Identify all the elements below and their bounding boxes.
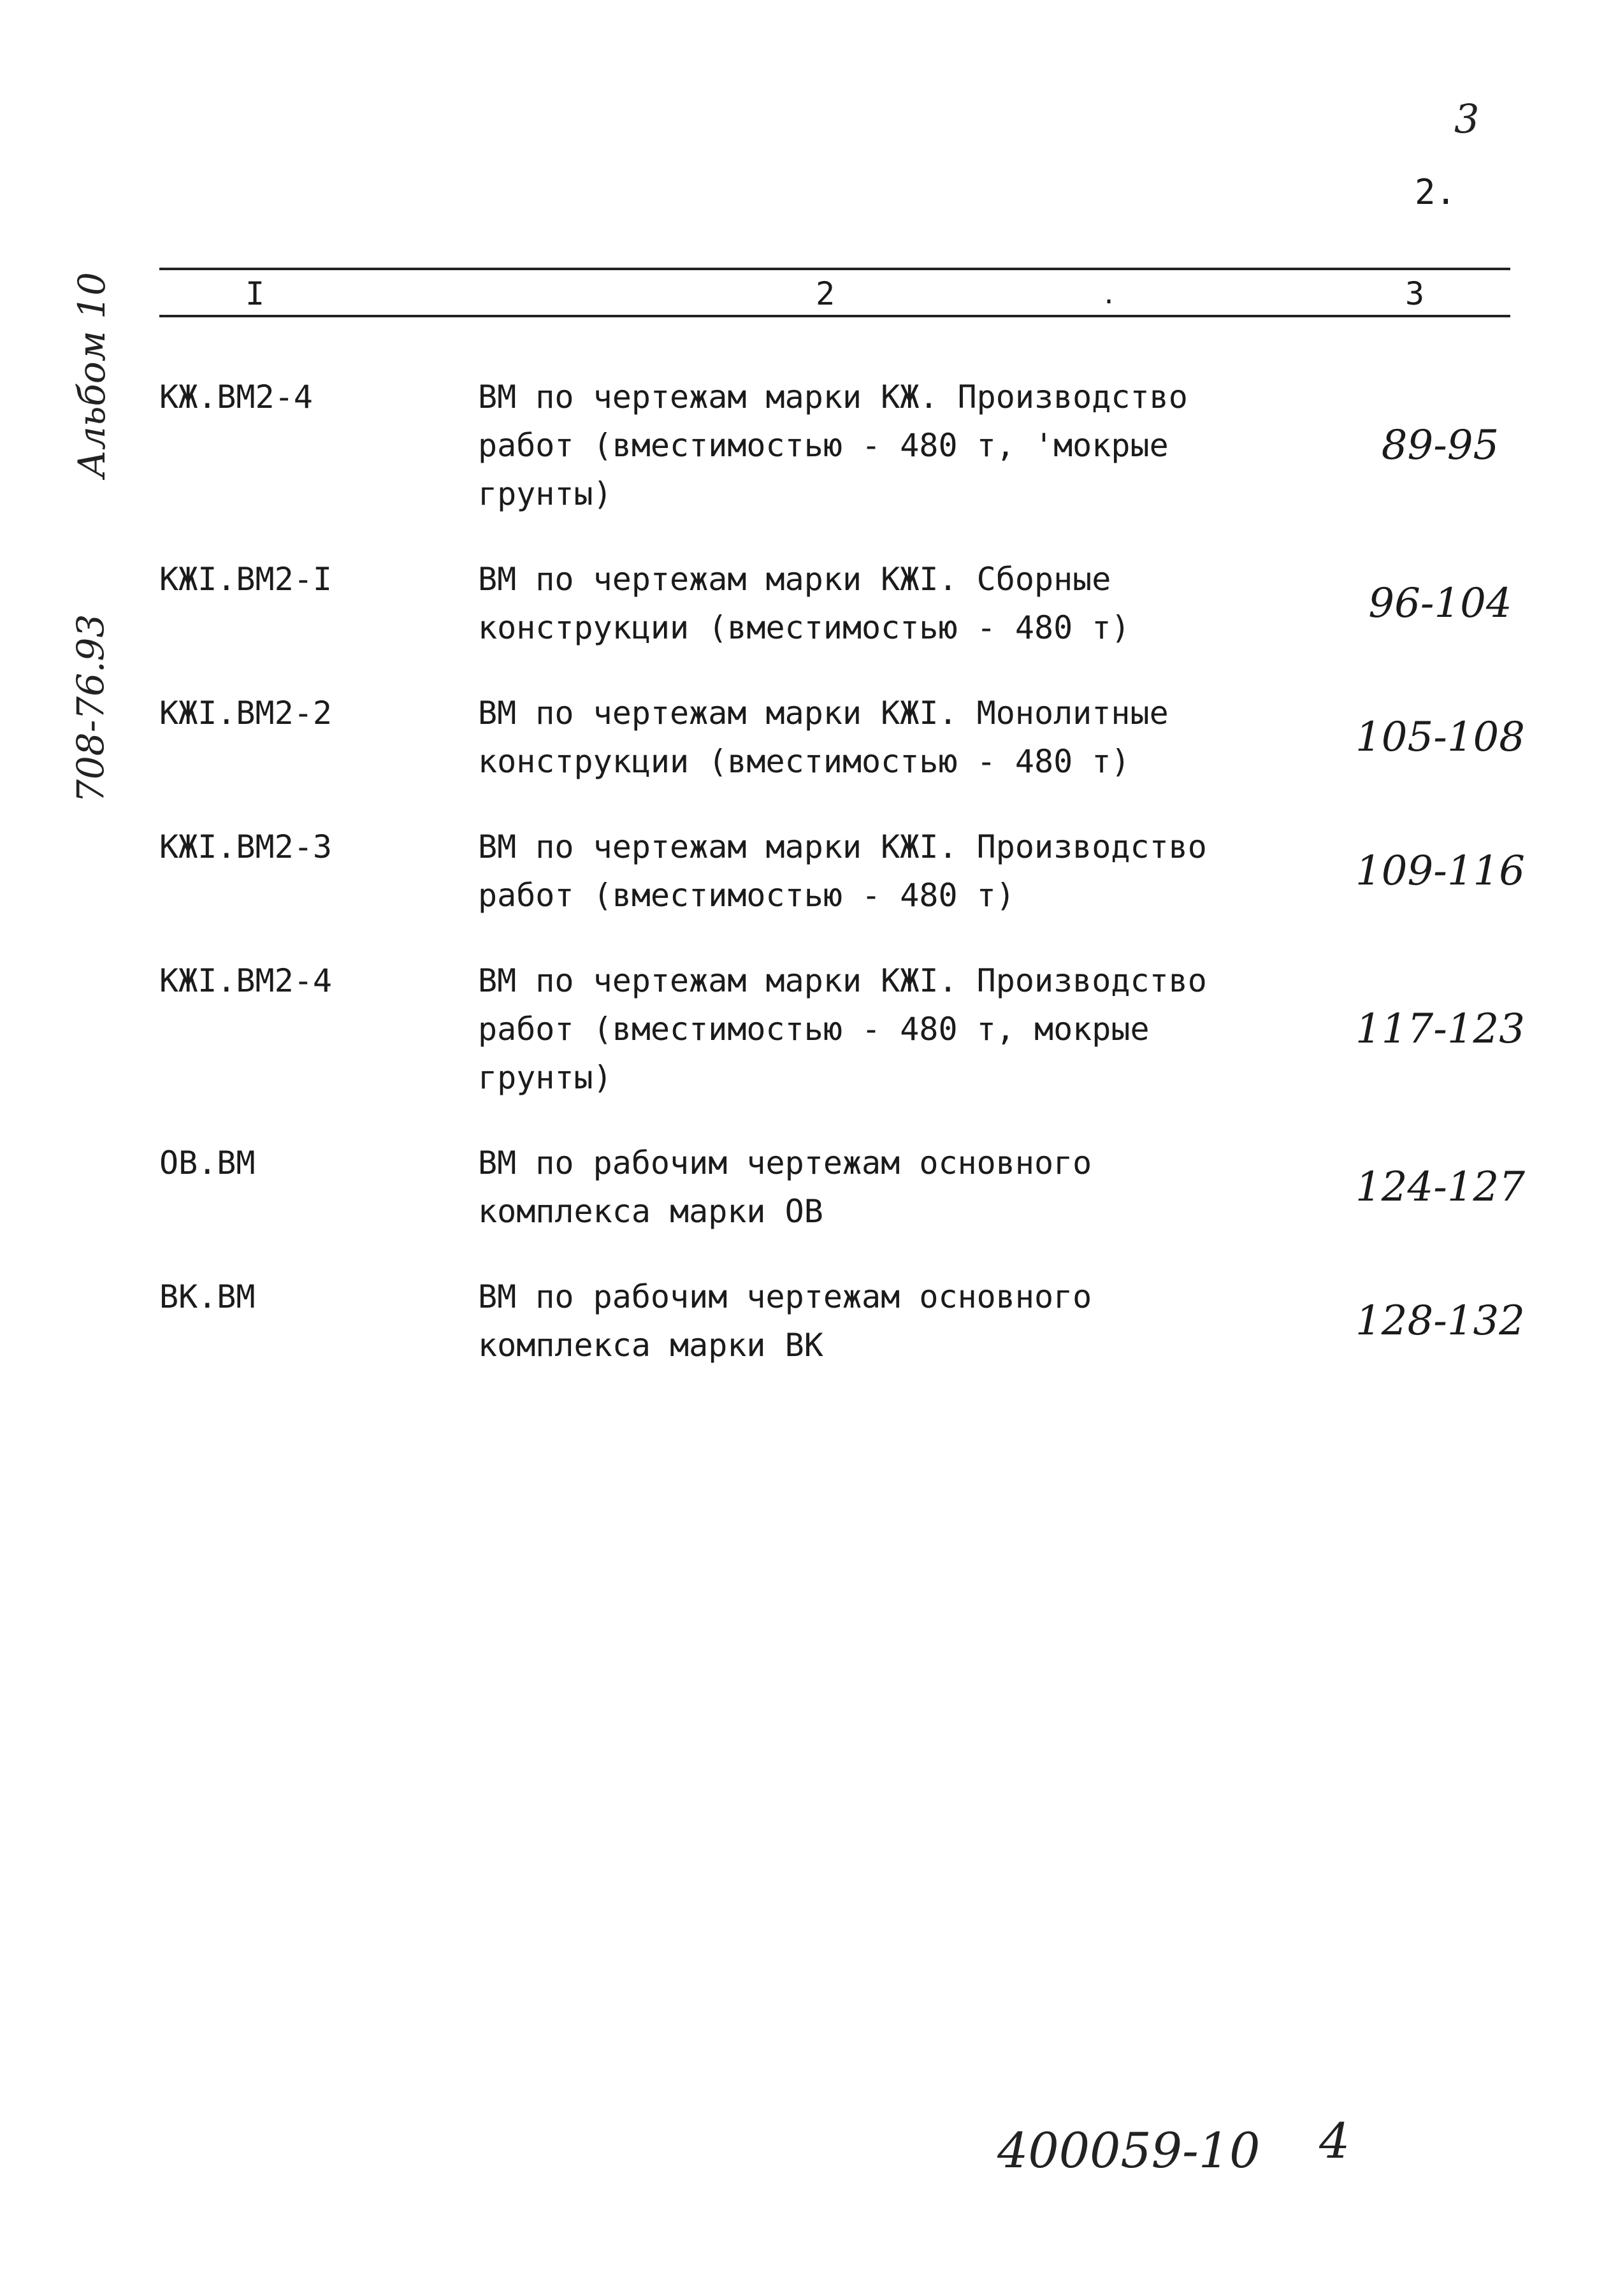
row-pages: 124-127: [1355, 1164, 1525, 1211]
table-row: [159, 957, 1549, 1102]
table-row: [159, 823, 1549, 920]
header-mark: .: [1101, 280, 1117, 310]
description-line: ВМ по чертежам марки КЖI. Сборные: [478, 561, 1111, 598]
description-line: грунты): [478, 475, 612, 512]
column-header-3: 3: [1405, 275, 1425, 312]
document-stamp-code: 400059-10: [997, 2122, 1260, 2179]
description-line: работ (вместимостью - 480 т): [478, 877, 1015, 914]
description-line: ВМ по рабочим чертежам основного: [478, 1144, 1092, 1181]
row-code: КЖI.ВМ2-4: [159, 962, 332, 999]
document-stamp-sheet: 4: [1319, 2112, 1350, 2169]
page-number: 2.: [1415, 172, 1457, 212]
row-code: КЖI.ВМ2-3: [159, 828, 332, 865]
row-description: [478, 373, 1345, 518]
row-pages: 109-116: [1355, 848, 1525, 895]
description-line: ВМ по чертежам марки КЖI. Производство: [478, 962, 1207, 999]
row-pages: 96-104: [1368, 580, 1512, 627]
description-line: комплекса марки ОВ: [478, 1193, 823, 1230]
description-line: ВМ по чертежам марки КЖI. Монолитные: [478, 695, 1169, 732]
column-header-1: I: [245, 275, 265, 312]
table-top-rule: [159, 268, 1510, 270]
description-line: ВМ по рабочим чертежам основного: [478, 1278, 1092, 1315]
table-row: [159, 1273, 1549, 1369]
description-line: работ (вместимостью - 480 т, мокрые: [478, 1011, 1150, 1048]
margin-note-series: 708-76.93: [69, 614, 112, 803]
description-line: грунты): [478, 1059, 612, 1096]
row-description: [478, 555, 1345, 652]
row-description: [478, 1273, 1345, 1369]
row-description: [478, 823, 1345, 920]
row-description: [478, 957, 1345, 1102]
description-line: ВМ по чертежам марки КЖI. Производство: [478, 828, 1207, 865]
description-line: ВМ по чертежам марки КЖ. Производство: [478, 379, 1188, 415]
description-line: работ (вместимостью - 480 т, 'мокрые: [478, 427, 1169, 464]
row-description: [478, 689, 1345, 786]
row-code: КЖ.ВМ2-4: [159, 379, 313, 415]
margin-note-album: Альбом 10: [70, 271, 113, 478]
column-header-2: 2: [816, 275, 835, 312]
row-code: ВК.ВМ: [159, 1278, 256, 1315]
table-row: [159, 689, 1549, 786]
row-code: КЖI.ВМ2-I: [159, 561, 332, 598]
table-row: [159, 373, 1549, 518]
table-row: [159, 555, 1549, 652]
row-description: [478, 1139, 1345, 1236]
description-line: конструкции (вместимостью - 480 т): [478, 609, 1130, 646]
description-line: комплекса марки ВК: [478, 1327, 823, 1364]
table-header-rule: [159, 315, 1510, 317]
row-code: ОВ.ВМ: [159, 1144, 256, 1181]
row-pages: 117-123: [1355, 1006, 1525, 1053]
sheet-number: 3: [1454, 96, 1480, 142]
table-body: [159, 373, 1549, 1406]
description-line: конструкции (вместимостью - 480 т): [478, 743, 1130, 780]
row-pages: 128-132: [1355, 1297, 1525, 1345]
row-pages: 89-95: [1381, 422, 1499, 469]
row-pages: 105-108: [1355, 714, 1525, 761]
table-row: [159, 1139, 1549, 1236]
row-code: КЖI.ВМ2-2: [159, 695, 332, 732]
